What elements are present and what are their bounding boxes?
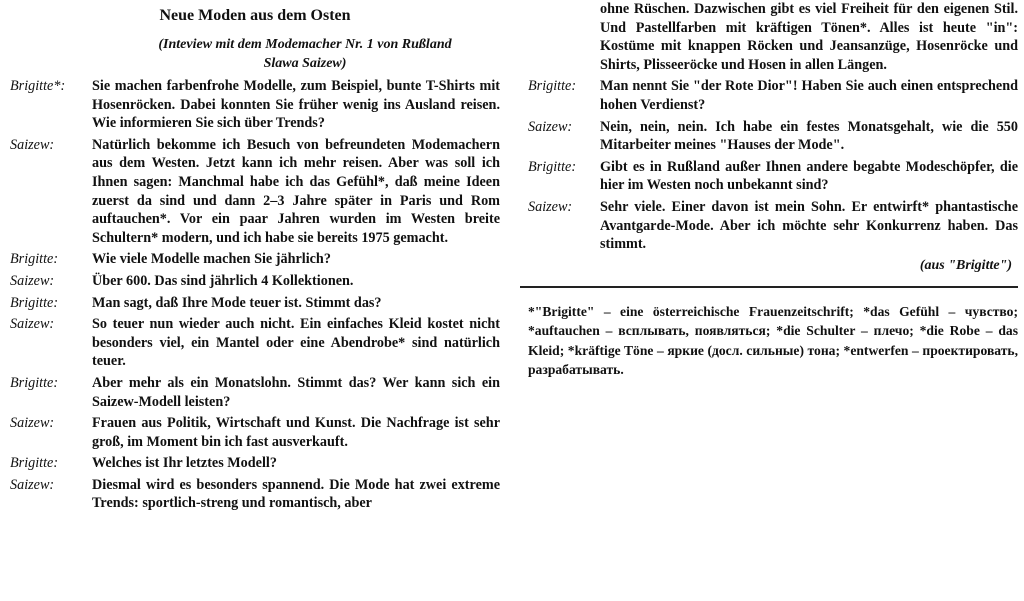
dialogue-turn (10, 294, 500, 313)
dialogue-turn (10, 77, 500, 133)
speaker-label: Brigitte: (10, 294, 59, 311)
dialogue-turn (10, 476, 500, 513)
dialogue-turn (10, 374, 500, 411)
dialogue-text: Diesmal wird es besonders spannend. Die Mode hat zwei extreme Trends: sportlich-streng und romantisch, aber (92, 476, 500, 512)
dialogue-text: Sie machen farbenfrohe Modelle, zum Beispiel, bunte T-Shirts mit Hosenröcken. Dabei konnten Sie früher wenig ins Ausland reisen. Wie informieren Sie sich über Trends? (92, 78, 500, 132)
dialogue-text: Sehr viele. Einer davon ist mein Sohn. Er entwirft* phantastische Avantgarde-Mode. Aber ich möchte sehr Konkurrenz haben. Das stimmt. (600, 198, 1018, 253)
speaker-label: Saizew: (528, 118, 573, 135)
speaker-label: Saizew: (528, 198, 573, 215)
dialogue-turn (528, 198, 1018, 254)
dialogue-text: Nein, nein, nein. Ich habe ein festes Monatsgehalt, wie die 550 Mitarbeiter meines "Hauses der Mode". (600, 118, 1018, 154)
dialogue-text: Frauen aus Politik, Wirtschaft und Kunst. Die Nachfrage ist sehr groß, im Moment bin ich fast ausverkauft. (92, 415, 500, 450)
speaker-label: Brigitte: (10, 374, 59, 391)
article-title: Neue Moden aus dem Osten (159, 7, 351, 24)
dialogue-text: So teuer nun wieder auch nicht. Ein einfaches Kleid kostet nicht besonders viel, ein Mantel oder eine Abendrobe* sind natürlich teuer. (92, 316, 500, 370)
footnotes: *"Brigitte" – eine österreichische Frauenzeitschrift; *das Gefühl – чувство; *auftauchen – всплывать, появляться; *die Schulter – плечо; *die Robe – das Kleid; *kräftige Töne – яркие (досл. сильные) тона; *entwerfen – проектировать, разрабатывать. (528, 303, 1018, 378)
speaker-label: Saizew: (10, 136, 55, 153)
left-column (10, 0, 500, 516)
dialogue-turn (528, 118, 1018, 155)
dialogue-turn (10, 136, 500, 248)
dialogue-text: Gibt es in Rußland außer Ihnen andere begabte Modeschöpfer, die hier im Westen noch unbekannt sind? (600, 158, 1018, 194)
dialogue-turn (10, 454, 500, 473)
source-citation: (aus "Brigitte") (919, 257, 1012, 273)
dialogue-text: Man nennt Sie "der Rote Dior"! Haben Sie auch einen entsprechend hohen Verdienst? (600, 78, 1018, 113)
speaker-label: Brigitte*: (10, 78, 66, 94)
speaker-label: Saizew: (10, 476, 55, 493)
right-column (528, 0, 1018, 380)
dialogue-text: Wie viele Modelle machen Sie jährlich? (92, 251, 331, 268)
speaker-label: Saizew: (10, 272, 55, 289)
dialogue-turn (10, 272, 500, 291)
dialogue-text: Welches ist Ihr letztes Modell? (92, 455, 277, 472)
speaker-label: Brigitte: (10, 455, 59, 472)
speaker-label: Saizew: (10, 316, 55, 333)
dialogue-text: Über 600. Das sind jährlich 4 Kollektionen. (92, 272, 354, 289)
dialogue-text: Natürlich bekomme ich Besuch von befreundeten Modemachern aus dem Westen. Jetzt kann ich mehr reisen. Aber was soll ich Ihnen sagen: Manchmal habe ich das Gefühl*, daß meine Ideen zuerst da sind und dann 2–3 Jahre später in Paris und Rom auftauchen*. Vor ein paar Jahren wurden im Westen breite Schultern* modern, und ich habe sie bereits 1975 gemacht. (92, 136, 500, 246)
dialogue-continuation: ohne Rüschen. Dazwischen gibt es viel Freiheit für den eigenen Stil. Und Pastellfarben mit kräftigen Tönen*. Alles ist heute "in": Kostüme mit knappen Röcken und Jeansanzüge, Hosenröcke und Shirts, Plisseeröcke und Hosen in allen Längen. (600, 1, 1018, 73)
dialogue-turn (10, 315, 500, 371)
speaker-label: Brigitte: (528, 158, 577, 175)
dialogue-turn (10, 414, 500, 451)
dialogue-turn (528, 158, 1018, 195)
speaker-label: Brigitte: (528, 78, 577, 95)
article-subtitle: (Inteview mit dem Modemacher Nr. 1 von Rußland Slawa Saizew) (158, 37, 452, 71)
dialogue-text: Man sagt, daß Ihre Mode teuer ist. Stimmt das? (92, 294, 382, 311)
divider-rule (520, 286, 1018, 288)
dialogue-text: Aber mehr als ein Monatslohn. Stimmt das? Wer kann sich ein Saizew-Modell leisten? (92, 374, 500, 410)
speaker-label: Saizew: (10, 415, 55, 432)
dialogue-turn (528, 77, 1018, 114)
speaker-label: Brigitte: (10, 251, 59, 268)
dialogue-turn (10, 250, 500, 269)
